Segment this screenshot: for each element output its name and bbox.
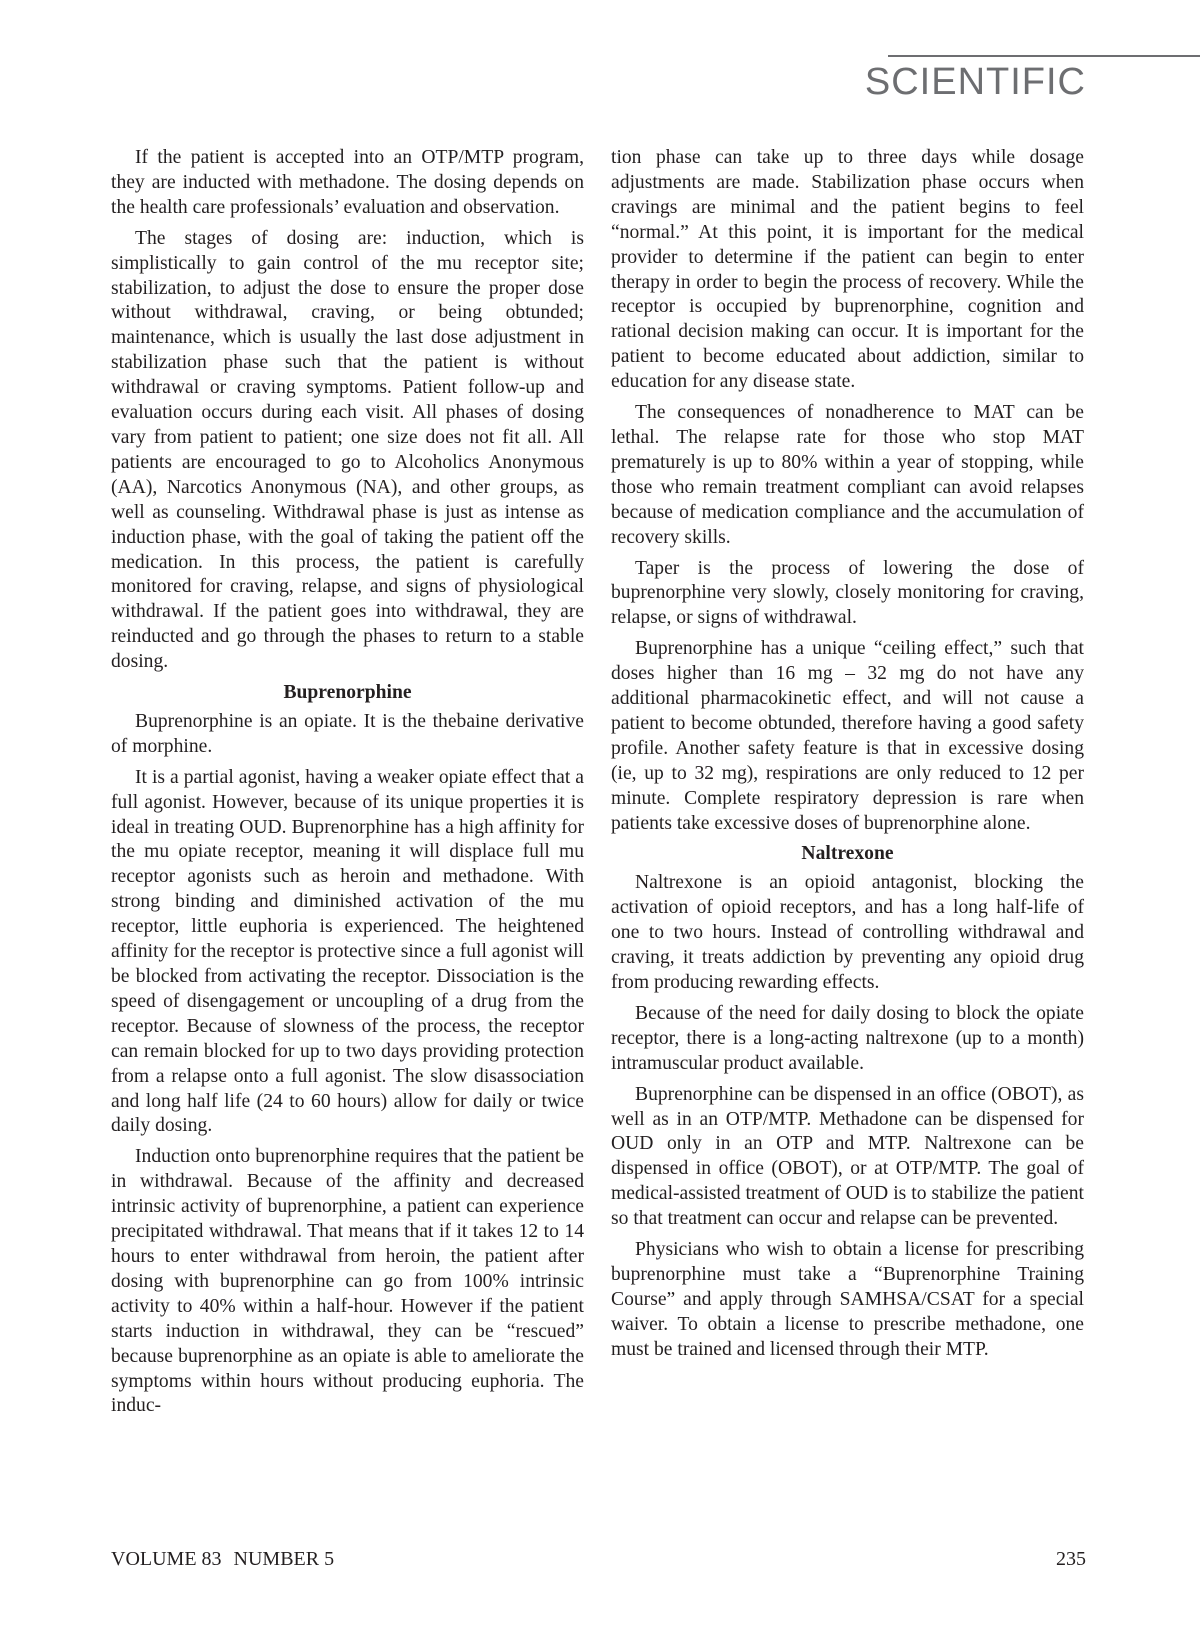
section-heading: Buprenorphine [283, 682, 412, 704]
paragraph: Buprenorphine has a unique “ceiling effect,” such that doses higher than 16 mg – 32 mg do not have any additional pharmacokinetic effect, and will not cause a patient to become obtunded, therefore having a good safety profile. Another safety feature is that in excessive dosing (ie, up to 32 mg), respirations are only reduced to 12 per minute. Complete respiratory depression is rare when patients take excessive doses of buprenorphine alone. [611, 638, 1084, 834]
paragraph: Induction onto buprenorphine requires that the patient be in withdrawal. Because of the affinity and decreased intrinsic activity of buprenorphine, a patient can experience precipitated withdrawal. That means that if it takes 12 to 14 hours to enter withdrawal from heroin, the patient after dosing with buprenorphine can go from 100% intrinsic activity to 40% within a half-hour. However if the patient starts induction in withdrawal, they can be “rescued” because buprenorphine as an opiate is able to ameliorate the symptoms within hours without producing euphoria. The induc- [111, 1146, 584, 1417]
paragraph: If the patient is accepted into an OTP/MTP program, they are inducted with methadone. The dosing depends on the health care professionals’ evaluation and observation. [111, 147, 584, 218]
paragraph: Naltrexone is an opioid antagonist, blocking the activation of opioid receptors, and has a long half-life of one to two hours. Instead of controlling withdrawal and craving, it treats addiction by preventing any opioid drug from producing rewarding effects. [611, 872, 1084, 993]
footer-volume: VOLUME 83 [111, 1548, 222, 1570]
paragraph: Buprenorphine can be dispensed in an office (OBOT), as well as in an OTP/MTP. Methadone can be dispensed for OUD only in an OTP and MTP. Naltrexone can be dispensed in office (OBOT), or at OTP/MTP. The goal of medical-assisted treatment of OUD is to stabilize the patient so that treatment can occur and relapse can be prevented. [611, 1083, 1084, 1230]
paragraph: The stages of dosing are: induction, which is simplistically to gain control of the mu receptor site; stabilization, to adjust the dose to ensure the proper dose without withdrawal, craving, or being obtunded; maintenance, which is usually the last dose adjustment in stabilization phase such that the patient is without withdrawal or craving symptoms. Patient follow-up and evaluation occurs during each visit. All phases of dosing vary from patient to patient; one size does not fit all. All patients are encouraged to go to Alcoholics Anonymous (AA), Narcotics Anonymous (NA), and other groups, as well as counseling. Withdrawal phase is just as intense as induction phase, with the goal of taking the patient off the medication. In this process, the patient is carefully monitored for craving, relapse, and signs of physiological withdrawal. If the patient goes into withdrawal, they are reinducted and go through the phases to return to a stable dosing. [111, 227, 584, 673]
section-label: SCIENTIFIC [864, 61, 1086, 103]
footer-number: NUMBER 5 [233, 1548, 335, 1570]
left-column [111, 146, 584, 1425]
paragraph: Physicians who wish to obtain a license for prescribing buprenorphine must take a “Buprenorphine Training Course” and apply through SAMHSA/CSAT for a special waiver. To obtain a license to prescribe methadone, one must be trained and licensed through their MTP. [611, 1239, 1084, 1360]
paragraph: Taper is the process of lowering the dose of buprenorphine very slowly, closely monitoring for craving, relapse, or signs of withdrawal. [611, 557, 1084, 629]
page-number: 235 [1056, 1548, 1086, 1570]
section-heading: Naltrexone [801, 843, 894, 865]
header-rule [888, 55, 1200, 57]
paragraph: tion phase can take up to three days while dosage adjustments are made. Stabilization phase occurs when cravings are minimal and the patient begins to feel “normal.” At this point, it is important for the medical provider to determine if the patient can begin to enter therapy in order to begin the process of recovery. While the receptor is occupied by buprenorphine, cognition and rational decision making can occur. It is important for the patient to become educated about addiction, similar to education for any disease state. [611, 147, 1084, 393]
right-column [611, 146, 1084, 1369]
paragraph: Buprenorphine is an opiate. It is the thebaine derivative of morphine. [111, 710, 584, 757]
paragraph: It is a partial agonist, having a weaker opiate effect that a full agonist. However, because of its unique properties it is ideal in treating OUD. Buprenorphine has a high affinity for the mu opiate receptor, meaning it will displace full mu receptor agonists such as heroin and methadone. With strong binding and diminished activation of the mu receptor, little euphoria is experienced. The heightened affinity for the receptor is protective since a full agonist will be blocked from activating the receptor. Dissociation is the speed of disengagement or uncoupling of a drug from the receptor. Because of slowness of the process, the receptor can remain blocked for up to two days providing protection from a relapse onto a full agonist. The slow disassociation and long half life (24 to 60 hours) allow for daily or twice daily dosing. [111, 766, 584, 1137]
footer-issue [111, 1547, 334, 1571]
paragraph: Because of the need for daily dosing to block the opiate receptor, there is a long-acting naltrexone (up to a month) intramuscular product available. [611, 1002, 1084, 1074]
paragraph: The consequences of nonadherence to MAT can be lethal. The relapse rate for those who stop MAT prematurely is up to 80% within a year of stopping, while those who remain treatment compliant can avoid relapses because of medication compliance and the accumulation of recovery skills. [611, 402, 1084, 548]
